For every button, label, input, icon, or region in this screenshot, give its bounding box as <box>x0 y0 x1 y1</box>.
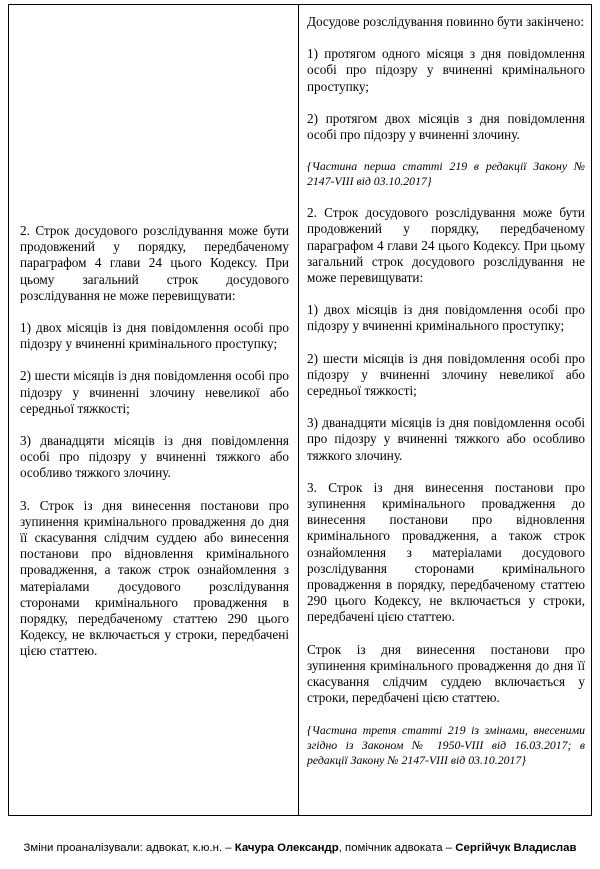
right-part1-item2: 2) протягом двох місяців з дня повідомлення особі про підозру у вчиненні злочину. <box>307 110 585 143</box>
right-part3-second-paragraph: Строк із дня винесення постанови про зупинення кримінального провадження до дня її скасування слідчим суддею включається у строки, передбачені цією статтею. <box>307 641 585 706</box>
left-column <box>9 5 299 815</box>
left-part2-item2: 2) шести місяців із дня повідомлення особі про підозру у вчиненні злочину невеликої або середньої тяжкості; <box>20 368 289 416</box>
left-part2-item1: 1) двох місяців із дня повідомлення особі про підозру у вчиненні кримінального проступку; <box>20 320 289 352</box>
footer-name-1: Качура Олександр <box>234 842 339 854</box>
comparison-table <box>8 4 592 816</box>
left-column-content <box>20 223 289 660</box>
right-part1-item1: 1) протягом одного місяця з дня повідомлення особі про підозру у вчиненні кримінального проступку; <box>307 46 585 94</box>
left-part2-intro: 2. Строк досудового розслідування може бути продовжений у порядку, передбаченому параграфом 4 глави 24 цього Кодексу. При цьому загальний строк досудового розслідування не може перевищувати: <box>20 223 289 303</box>
right-part2-intro: 2. Строк досудового розслідування може бути продовжений у порядку, передбаченому параграфом 4 глави 24 цього Кодексу. При цьому загальний строк досудового розслідування не може перевищувати: <box>307 205 585 286</box>
left-part2-item3: 3) дванадцяти місяців із дня повідомлення особі про підозру у вчиненні тяжкого або особливо тяжкого злочину. <box>20 433 289 481</box>
right-part2-item1: 1) двох місяців із дня повідомлення особі про підозру у вчиненні кримінального проступку; <box>307 302 585 334</box>
right-column <box>299 5 591 815</box>
right-note-part1: {Частина перша статті 219 в редакції Закону № 2147-VIII від 03.10.2017} <box>307 159 585 189</box>
right-note-part3: {Частина третя статті 219 із змінами, внесеними згідно із Законом № 1950-VIII від 16.03.2017; в редакції Закону № 2147-VIII від 03.10.2017} <box>307 722 585 767</box>
footer-prefix: Зміни проаналізували: адвокат, к.ю.н. – <box>23 842 235 854</box>
right-part3: 3. Строк із дня винесення постанови про зупинення кримінального провадження до винесення постанови про відновлення кримінального провадження, а також строк ознайомлення з матеріалами досудового розслідування сторонами кримінального провадження в порядку, передбаченому статтею 290 цього Кодексу, не включається у строки, передбачені цією статтею. <box>307 479 585 625</box>
right-part1-intro: Досудове розслідування повинно бути закінчено: <box>307 14 584 29</box>
footer-middle: , помічник адвоката – <box>338 842 456 854</box>
footer-credits <box>0 842 600 854</box>
right-part2-item3: 3) дванадцяти місяців із дня повідомлення особі про підозру у вчиненні тяжкого або особливо тяжкого злочину. <box>307 415 585 463</box>
footer-name-2: Сергійчук Владислав <box>455 842 577 854</box>
left-part3: 3. Строк із дня винесення постанови про зупинення кримінального провадження до дня її скасування слідчим суддею або винесення постанови про відновлення кримінального провадження, а також строк ознайомлення з матеріалами досудового розслідування сторонами кримінального провадження в порядку, передбаченому статтею 290 цього Кодексу, не включається у строки, передбачені цією статтею. <box>20 497 289 659</box>
right-part2-item2: 2) шести місяців із дня повідомлення особі про підозру у вчиненні злочину невеликої або середньої тяжкості; <box>307 350 585 399</box>
